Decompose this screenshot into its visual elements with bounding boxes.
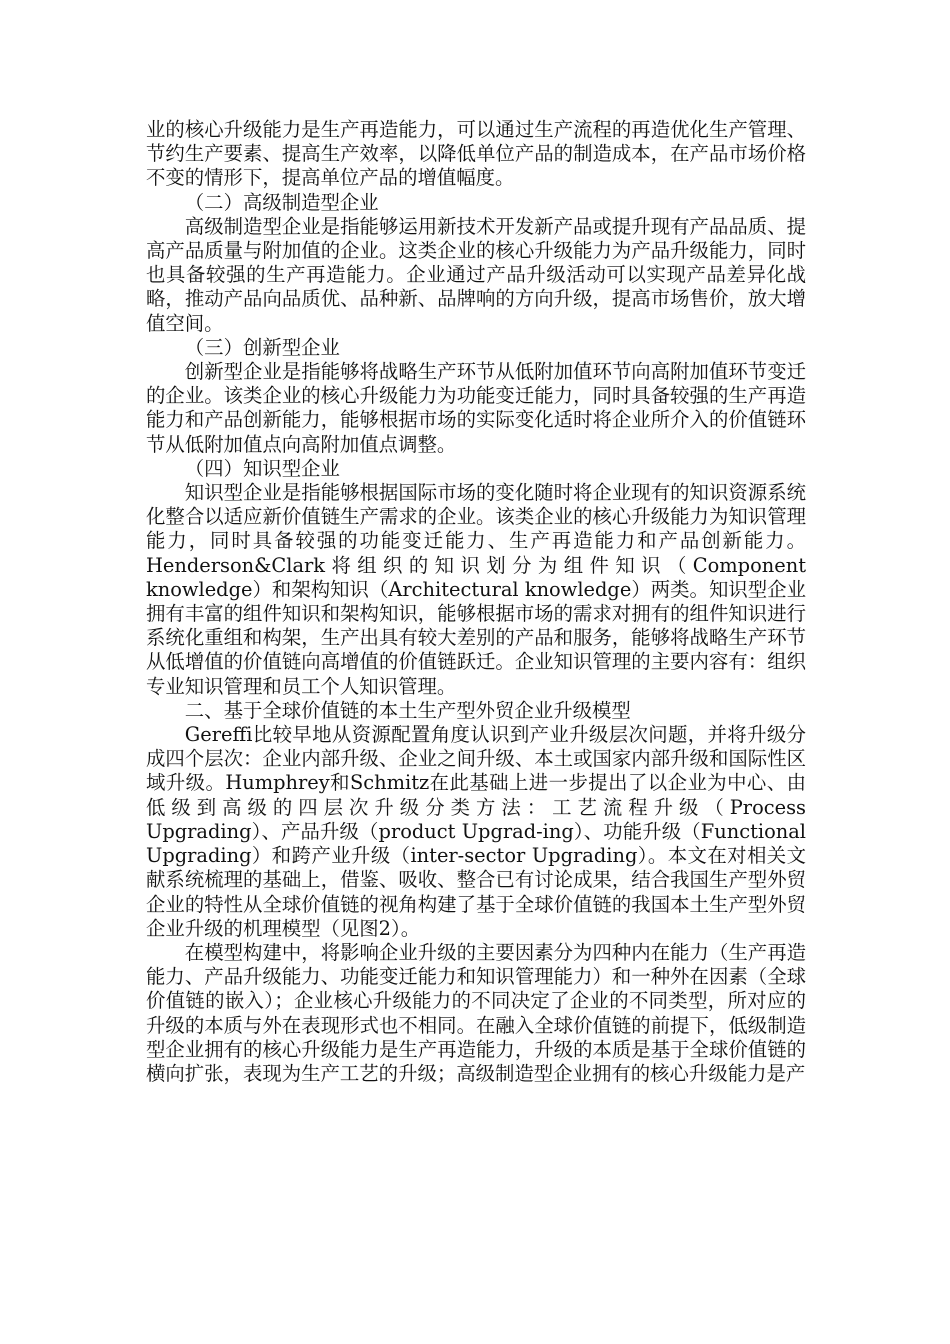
paragraph-gereffi: Gereffi比较早地从资源配置角度认识到产业升级层次问题，并将升级分成四个层次：企业内部升级、企业之间升级、本土或国家内部升级和国际性区域升级。Humphrey和Schmitz在此基础上进一步提出了以企业为中心、由低级到高级的四层次升级分类方法：工艺流程升级（Process Upgrading）、产品升级（product Upgrad-ing）、功能升级（Functional Upgrading）和跨产业升级（inter-sector Upgrading）。本文在对相关文献系统梳理的基础上，借鉴、吸收、整合已有讨论成果，结合我国生产型外贸企业的特性从全球价值链的视角构建了基于全球价值链的我国本土生产型外贸企业升级的机理模型（见图2）。 [146, 723, 806, 940]
paragraph-advanced-manufacturing: 高级制造型企业是指能够运用新技术开发新产品或提升现有产品品质、提高产品质量与附加值的企业。这类企业的核心升级能力为产品升级能力，同时也具备较强的生产再造能力。企业通过产品升级活动可以实现产品差异化战略，推动产品向品质优、品种新、品牌响的方向升级，提高市场售价，放大增值空间。 [146, 214, 806, 335]
paragraph-knowledge: 知识型企业是指能够根据国际市场的变化随时将企业现有的知识资源系统化整合以适应新价值链生产需求的企业。该类企业的核心升级能力为知识管理能力，同时具备较强的功能变迁能力、生产再造能力和产品创新能力。Henderson&Clark将组织的知识划分为组件知识（Component knowledge）和架构知识（Architectural knowledge）两类。知识型企业拥有丰富的组件知识和架构知识，能够根据市场的需求对拥有的组件知识进行系统化重组和构架，生产出具有较大差别的产品和服务，能够将战略生产环节从低增值的价值链向高增值的价值链跃迁。企业知识管理的主要内容有：组织专业知识管理和员工个人知识管理。 [146, 481, 806, 698]
paragraph-innovative: 创新型企业是指能够将战略生产环节从低附加值环节向高附加值环节变迁的企业。该类企业的核心升级能力为功能变迁能力，同时具备较强的生产再造能力和产品创新能力，能够根据市场的实际变化适时将企业所介入的价值链环节从低附加值点向高附加值点调整。 [146, 360, 806, 456]
heading-knowledge: （四）知识型企业 [184, 456, 340, 480]
section-heading-upgrade-model: 二、基于全球价值链的本土生产型外贸企业升级模型 [184, 698, 631, 722]
paragraph-low-end-continued: 业的核心升级能力是生产再造能力，可以通过生产流程的再造优化生产管理、节约生产要素、提高生产效率，以降低单位产品的制造成本，在产品市场价格不变的情形下，提高单位产品的增值幅度。 [146, 118, 806, 190]
heading-innovative: （三）创新型企业 [184, 335, 340, 359]
document-body [146, 118, 806, 1086]
paragraph-model-construction: 在模型构建中，将影响企业升级的主要因素分为四种内在能力（生产再造能力、产品升级能力、功能变迁能力和知识管理能力）和一种外在因素（全球价值链的嵌入）；企业核心升级能力的不同决定了企业的不同类型，所对应的升级的本质与外在表现形式也不相同。在融入全球价值链的前提下，低级制造型企业拥有的核心升级能力是生产再造能力，升级的本质是基于全球价值链的横向扩张，表现为生产工艺的升级；高级制造型企业拥有的核心升级能力是产 [146, 940, 806, 1085]
heading-advanced-manufacturing: （二）高级制造型企业 [184, 190, 379, 214]
